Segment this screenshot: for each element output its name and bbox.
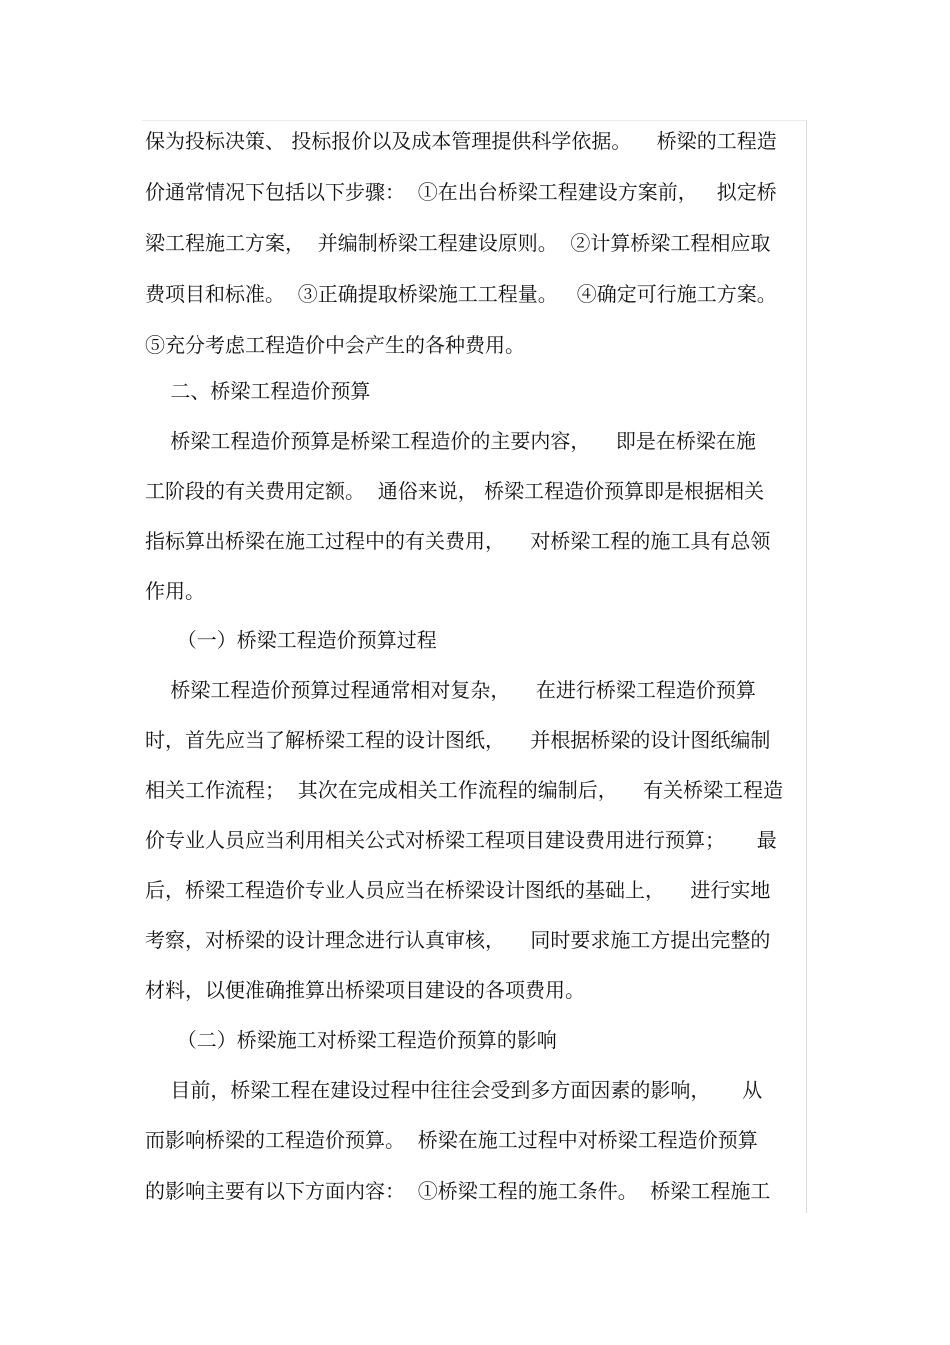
text-line: 桥梁工程造价预算是桥梁工程造价的主要内容， 即是在桥梁在施 [145, 429, 756, 453]
subsection-heading: （一）桥梁工程造价预算过程 [145, 628, 437, 652]
text-line: 费项目和标准。 ③正确提取桥梁施工工程量。 ④确定可行施工方案。 [145, 282, 777, 306]
text-line: 相关工作流程； 其次在完成相关工作流程的编制后， 有关桥梁工程造 [145, 778, 784, 802]
text-line: 价专业人员应当利用相关公式对桥梁工程项目建设费用进行预算； 最 [145, 828, 777, 852]
section-heading: 二、桥梁工程造价预算 [145, 379, 371, 403]
subsection-heading: （二）桥梁施工对桥梁工程造价预算的影响 [145, 1028, 557, 1052]
text-line: 梁工程施工方案， 并编制桥梁工程建设原则。 ②计算桥梁工程相应取 [145, 231, 771, 255]
text-line: 指标算出桥梁在施工过程中的有关费用， 对桥梁工程的施工具有总领 [145, 529, 771, 553]
text-line: 作用。 [145, 579, 205, 603]
text-line: 时，首先应当了解桥梁工程的设计图纸， 并根据桥梁的设计图纸编制 [145, 728, 771, 752]
text-line: ⑤充分考虑工程造价中会产生的各种费用。 [145, 333, 525, 357]
text-line: 目前，桥梁工程在建设过程中往往会受到多方面因素的影响， 从 [145, 1078, 763, 1102]
text-line: 而影响桥梁的工程造价预算。 桥梁在施工过程中对桥梁工程造价预算 [145, 1128, 758, 1152]
text-line: 的影响主要有以下方面内容： ①桥梁工程的施工条件。 桥梁工程施工 [145, 1179, 771, 1203]
text-line: 材料，以便准确推算出桥梁项目建设的各项费用。 [145, 978, 585, 1002]
text-line: 价通常情况下包括以下步骤： ①在出台桥梁工程建设方案前， 拟定桥 [145, 180, 777, 204]
text-line: 工阶段的有关费用定额。 通俗来说， 桥梁工程造价预算即是根据相关 [145, 479, 765, 503]
text-line: 桥梁工程造价预算过程通常相对复杂， 在进行桥梁工程造价预算 [145, 678, 756, 702]
text-line: 考察，对桥梁的设计理念进行认真审核， 同时要求施工方提出完整的 [145, 928, 771, 952]
text-line: 后，桥梁工程造价专业人员应当在桥梁设计图纸的基础上， 进行实地 [145, 878, 771, 902]
text-line: 保为投标决策、 投标报价以及成本管理提供科学依据。 桥梁的工程造 [145, 129, 777, 153]
